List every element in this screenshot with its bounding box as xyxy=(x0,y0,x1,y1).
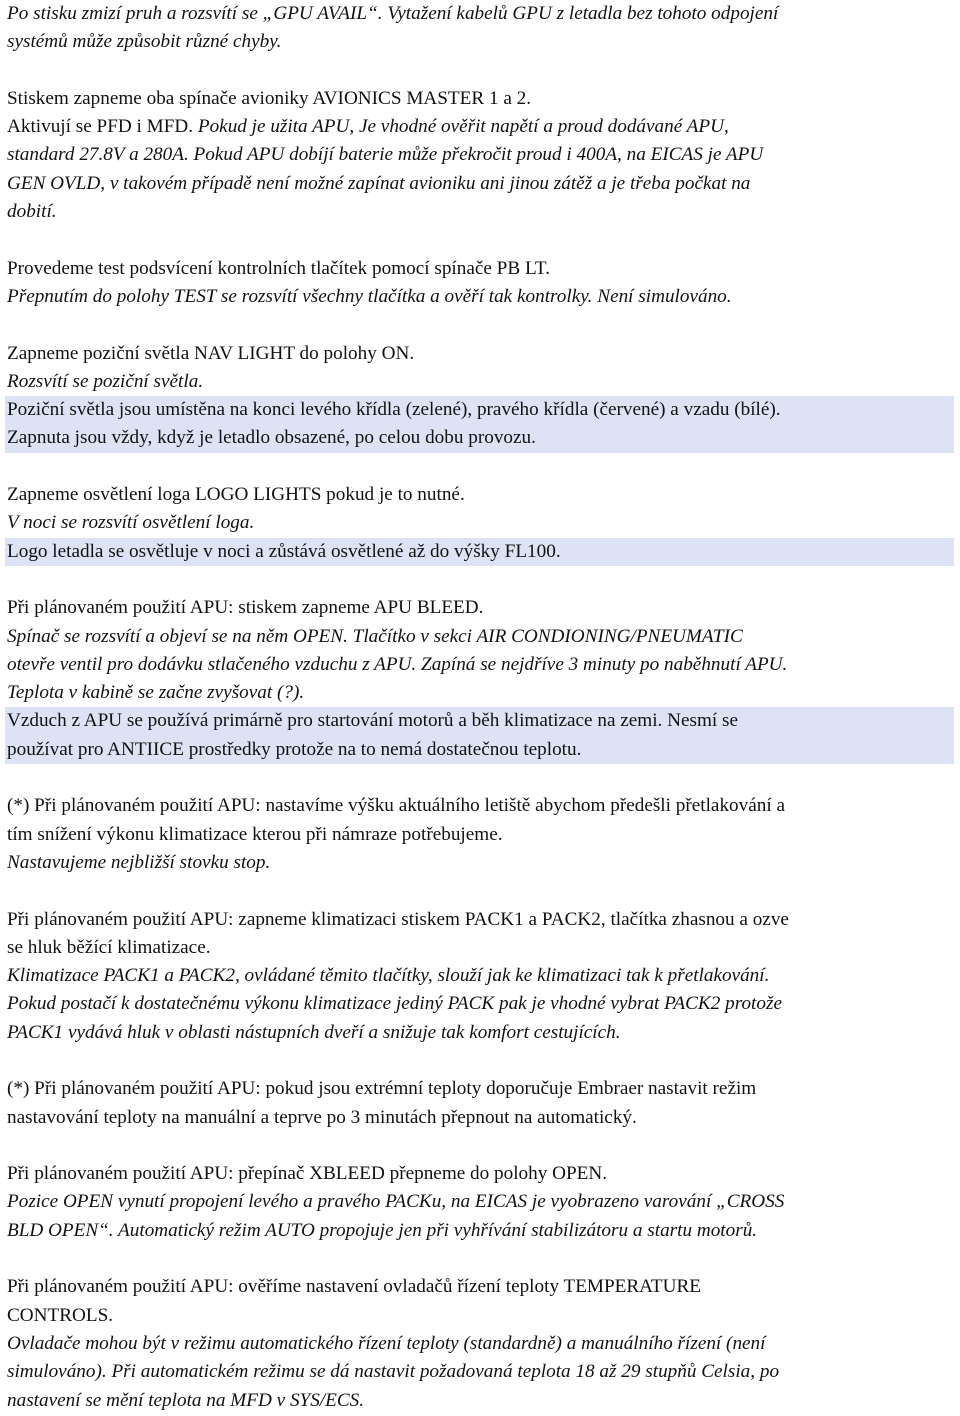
text-line: GEN OVLD, v takovém případě není možné zapínat avioniku ani jinou zátěž a je třeba počkat na xyxy=(7,172,751,194)
highlighted-note: Vzduch z APU se používá primárně pro startování motorů a běh klimatizace na zemi. Nesmí se xyxy=(5,707,954,735)
paragraph-apu-bleed xyxy=(7,594,954,764)
text-line: nastavování teploty na manuální a teprve po 3 minutách přepnout na automatický. xyxy=(7,1106,637,1128)
highlighted-note: Poziční světla jsou umístěna na konci levého křídla (zelené), pravého křídla (červené) a vzadu (bílé). xyxy=(5,396,954,424)
highlighted-note: Logo letadla se osvětluje v noci a zůstává osvětlené až do výšky FL100. xyxy=(5,538,954,566)
text-line: Rozsvítí se poziční světla. xyxy=(7,370,204,392)
text-line: tím snížení výkonu klimatizace kterou při námraze potřebujeme. xyxy=(7,823,503,845)
text-line: Pozice OPEN vynutí propojení levého a pravého PACKu, na EICAS je vyobrazeno varování „CROSS xyxy=(7,1191,785,1213)
text-line: Teplota v kabině se začne zvyšovat (?). xyxy=(7,682,305,704)
highlighted-note: používat pro ANTIICE prostředky protože na to nemá dostatečnou teplotu. xyxy=(5,736,954,764)
text-line: Provedeme test podsvícení kontrolních tlačítek pomocí spínače PB LT. xyxy=(7,257,551,279)
text-fragment: Pokud je užita APU, Je vhodné ověřit napětí a proud dodávané APU, xyxy=(193,116,729,138)
text-line: Po stisku zmizí pruh a rozsvítí se „GPU AVAIL“. Vytažení kabelů GPU z letadla bez tohoto odpojení xyxy=(7,3,779,24)
paragraph-nav-light xyxy=(7,340,954,453)
paragraph-pb-lt-test xyxy=(7,255,954,312)
text-line: Při plánovaném použití APU: ověříme nastavení ovladačů řízení teploty TEMPERATURE xyxy=(7,1276,701,1298)
text-line: (*) Při plánovaném použití APU: nastavíme výšku aktuálního letiště abychom předešli přetlakování a xyxy=(7,795,785,817)
text-line: Při plánovaném použití APU: stiskem zapneme APU BLEED. xyxy=(7,597,484,619)
text-line: Nastavujeme nejbližší stovku stop. xyxy=(7,851,271,873)
text-line: Při plánovaném použití APU: zapneme klimatizaci stiskem PACK1 a PACK2, tlačítka zhasnou a ozve xyxy=(7,908,789,930)
text-fragment: Aktivují se PFD i MFD. xyxy=(7,116,194,138)
text-line: BLD OPEN“. Automatický režim AUTO propojuje jen při vyhřívání stabilizátoru a startu motorů. xyxy=(7,1219,758,1241)
text-line: otevře ventil pro dodávku stlačeného vzduchu z APU. Zapíná se nejdříve 3 minuty po naběhnutí APU. xyxy=(7,653,788,675)
paragraph-airport-altitude xyxy=(7,792,954,877)
text-line: (*) Při plánovaném použití APU: pokud jsou extrémní teploty doporučuje Embraer nastavit režim xyxy=(7,1078,757,1100)
paragraph-avionics-master xyxy=(7,85,954,226)
paragraph-xbleed xyxy=(7,1160,954,1245)
paragraph-logo-lights xyxy=(7,481,954,566)
text-line: simulováno). Při automatickém režimu se dá nastavit požadovaná teplota 18 až 29 stupňů Celsia, po xyxy=(7,1361,780,1383)
text-line: dobití. xyxy=(7,201,57,223)
paragraph-extreme-temperatures xyxy=(7,1075,954,1132)
paragraph-packs xyxy=(7,906,954,1047)
text-line: Přepnutím do polohy TEST se rozsvítí všechny tlačítka a ověří tak kontrolky. Není simulováno. xyxy=(7,285,732,307)
text-line: Spínač se rozsvítí a objeví se na něm OPEN. Tlačítko v sekci AIR CONDIONING/PNEUMATIC xyxy=(7,625,743,647)
text-line: V noci se rozsvítí osvětlení loga. xyxy=(7,512,255,534)
text-line: Zapneme poziční světla NAV LIGHT do polohy ON. xyxy=(7,342,415,364)
text-line: Pokud postačí k dostatečnému výkonu klimatizace jediný PACK pak je vhodné vybrat PACK2 protože xyxy=(7,993,782,1015)
document-page xyxy=(7,0,954,1415)
text-line: standard 27.8V a 280A. Pokud APU dobíjí baterie může překročit proud i 400A, na EICAS je APU xyxy=(7,144,764,166)
text-line: nastavení se mění teplota na MFD v SYS/ECS. xyxy=(7,1389,365,1411)
paragraph-temperature-controls xyxy=(7,1273,954,1414)
text-line xyxy=(7,113,954,141)
text-line: Stiskem zapneme oba spínače avioniky AVIONICS MASTER 1 a 2. xyxy=(7,87,532,109)
paragraph-gpu-avail xyxy=(7,0,954,57)
text-line: Ovladače mohou být v režimu automatického řízení teploty (standardně) a manuálního řízení (není xyxy=(7,1332,766,1354)
text-line: se hluk běžící klimatizace. xyxy=(7,936,211,958)
text-line: PACK1 vydává hluk v oblasti nástupních dveří a snižuje tak komfort cestujících. xyxy=(7,1021,621,1043)
text-line: Při plánovaném použití APU: přepínač XBLEED přepneme do polohy OPEN. xyxy=(7,1163,608,1185)
text-line: Klimatizace PACK1 a PACK2, ovládané těmito tlačítky, slouží jak ke klimatizaci tak k přetlakování. xyxy=(7,965,770,987)
highlighted-note: Zapnuta jsou vždy, když je letadlo obsazené, po celou dobu provozu. xyxy=(5,424,954,452)
text-line: CONTROLS. xyxy=(7,1304,114,1326)
text-line: Zapneme osvětlení loga LOGO LIGHTS pokud je to nutné. xyxy=(7,484,465,506)
text-line: systémů může způsobit různé chyby. xyxy=(7,31,282,53)
